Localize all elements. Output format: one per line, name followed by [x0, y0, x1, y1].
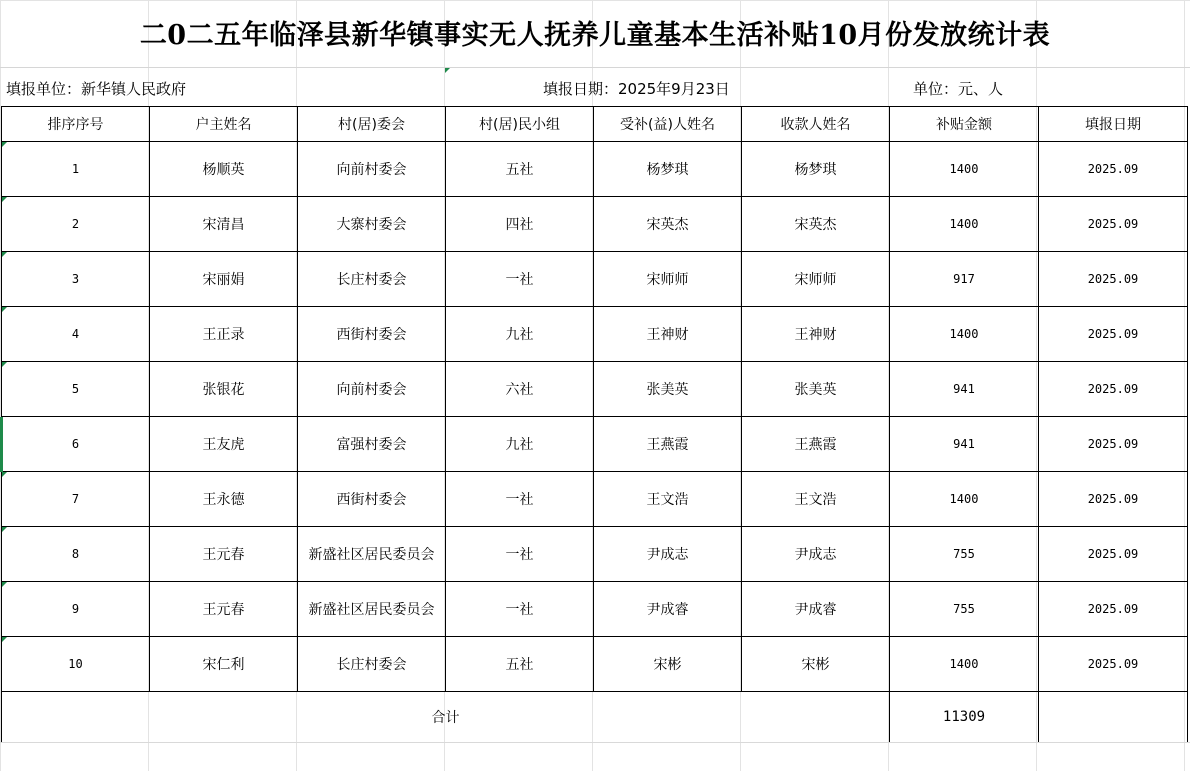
cell-no[interactable]: 7 [2, 472, 150, 527]
header-cell-amount[interactable]: 补贴金额 [890, 107, 1039, 142]
cell-no[interactable]: 8 [2, 527, 150, 582]
cell-group[interactable]: 五社 [446, 142, 594, 197]
total-empty-cell[interactable] [1039, 692, 1188, 743]
cell-date[interactable]: 2025.09 [1039, 472, 1188, 527]
cell-beneficiary[interactable]: 宋师师 [594, 252, 742, 307]
cell-village[interactable]: 富强村委会 [298, 417, 446, 472]
cell-no[interactable]: 10 [2, 637, 150, 692]
cell-marker [2, 307, 7, 312]
cell-marker [2, 637, 7, 642]
cell-no[interactable]: 6 [2, 417, 150, 472]
header-cell-no[interactable]: 排序序号 [2, 107, 150, 142]
cell-amount[interactable]: 917 [890, 252, 1039, 307]
cell-marker [2, 197, 7, 202]
cell-group[interactable]: 五社 [446, 637, 594, 692]
cell-head[interactable]: 王元春 [150, 527, 298, 582]
cell-date[interactable]: 2025.09 [1039, 197, 1188, 252]
cell-amount[interactable]: 1400 [890, 197, 1039, 252]
header-cell-group[interactable]: 村(居)民小组 [446, 107, 594, 142]
cell-group[interactable]: 九社 [446, 417, 594, 472]
cell-head[interactable]: 王友虎 [150, 417, 298, 472]
header-cell-beneficiary[interactable]: 受补(益)人姓名 [594, 107, 742, 142]
empty-sheet-area [0, 742, 1190, 772]
cell-head[interactable]: 王正录 [150, 307, 298, 362]
header-cell-date[interactable]: 填报日期 [1039, 107, 1188, 142]
cell-head[interactable]: 杨顺英 [150, 142, 298, 197]
cell-group[interactable]: 一社 [446, 527, 594, 582]
cell-no[interactable]: 9 [2, 582, 150, 637]
cell-no[interactable]: 3 [2, 252, 150, 307]
cell-marker [2, 527, 7, 532]
cell-village[interactable]: 新盛社区居民委员会 [298, 527, 446, 582]
table-row [2, 472, 1188, 527]
cell-date[interactable]: 2025.09 [1039, 307, 1188, 362]
cell-head[interactable]: 张银花 [150, 362, 298, 417]
header-cell-village[interactable]: 村(居)委会 [298, 107, 446, 142]
cell-group[interactable]: 四社 [446, 197, 594, 252]
cell-payee[interactable]: 杨梦琪 [742, 142, 890, 197]
subsidy-table [1, 106, 1188, 743]
cell-no[interactable]: 5 [2, 362, 150, 417]
table-row [2, 362, 1188, 417]
cell-payee[interactable]: 宋英杰 [742, 197, 890, 252]
cell-head[interactable]: 宋仁利 [150, 637, 298, 692]
cell-group[interactable]: 一社 [446, 252, 594, 307]
total-amount[interactable]: 11309 [890, 692, 1039, 743]
cell-beneficiary[interactable]: 张美英 [594, 362, 742, 417]
cell-date[interactable]: 2025.09 [1039, 637, 1188, 692]
cell-head[interactable]: 王元春 [150, 582, 298, 637]
cell-group[interactable]: 六社 [446, 362, 594, 417]
cell-amount[interactable]: 941 [890, 417, 1039, 472]
cell-beneficiary[interactable]: 王燕霞 [594, 417, 742, 472]
cell-payee[interactable]: 王燕霞 [742, 417, 890, 472]
cell-no[interactable]: 4 [2, 307, 150, 362]
table-row [2, 307, 1188, 362]
cell-payee[interactable]: 王神财 [742, 307, 890, 362]
cell-date[interactable]: 2025.09 [1039, 582, 1188, 637]
cell-head[interactable]: 王永德 [150, 472, 298, 527]
cell-payee[interactable]: 宋师师 [742, 252, 890, 307]
cell-amount[interactable]: 941 [890, 362, 1039, 417]
table-row [2, 582, 1188, 637]
cell-marker [2, 252, 7, 257]
cell-group[interactable]: 九社 [446, 307, 594, 362]
cell-group[interactable]: 一社 [446, 472, 594, 527]
header-cell-payee[interactable]: 收款人姓名 [742, 107, 890, 142]
cell-beneficiary[interactable]: 杨梦琪 [594, 142, 742, 197]
cell-date[interactable]: 2025.09 [1039, 527, 1188, 582]
cell-payee[interactable]: 尹成志 [742, 527, 890, 582]
cell-beneficiary[interactable]: 宋英杰 [594, 197, 742, 252]
cell-village[interactable]: 向前村委会 [298, 142, 446, 197]
cell-marker [2, 362, 7, 367]
selection-edge [0, 417, 3, 472]
cell-payee[interactable]: 尹成睿 [742, 582, 890, 637]
cell-marker [2, 142, 7, 147]
cell-beneficiary[interactable]: 王文浩 [594, 472, 742, 527]
cell-village[interactable]: 西街村委会 [298, 307, 446, 362]
total-label[interactable]: 合计 [2, 692, 890, 743]
cell-beneficiary[interactable]: 尹成睿 [594, 582, 742, 637]
cell-no[interactable]: 1 [2, 142, 150, 197]
cell-amount[interactable]: 1400 [890, 142, 1039, 197]
cell-group[interactable]: 一社 [446, 582, 594, 637]
cell-date[interactable]: 2025.09 [1039, 362, 1188, 417]
header-cell-head[interactable]: 户主姓名 [150, 107, 298, 142]
cell-beneficiary[interactable]: 王神财 [594, 307, 742, 362]
reporting-date[interactable]: 填报日期：2025年9月23日 [543, 80, 730, 98]
cell-village[interactable]: 长庄村委会 [298, 637, 446, 692]
cell-payee[interactable]: 张美英 [742, 362, 890, 417]
cell-payee[interactable]: 王文浩 [742, 472, 890, 527]
table-row [2, 637, 1188, 692]
cell-village[interactable]: 长庄村委会 [298, 252, 446, 307]
cell-amount[interactable]: 1400 [890, 307, 1039, 362]
cell-beneficiary[interactable]: 尹成志 [594, 527, 742, 582]
cell-amount[interactable]: 1400 [890, 472, 1039, 527]
table-row [2, 252, 1188, 307]
sheet-title[interactable]: 二0二五年临泽县新华镇事实无人抚养儿童基本生活补贴10月份发放统计表 [0, 0, 1190, 68]
header-row [2, 107, 1188, 142]
cell-amount[interactable]: 755 [890, 582, 1039, 637]
cell-marker [2, 472, 7, 477]
cell-payee[interactable]: 宋彬 [742, 637, 890, 692]
table-row [2, 197, 1188, 252]
cell-amount[interactable]: 755 [890, 527, 1039, 582]
cell-marker [2, 582, 7, 587]
cell-village[interactable]: 西街村委会 [298, 472, 446, 527]
info-row [0, 68, 1190, 106]
cell-beneficiary[interactable]: 宋彬 [594, 637, 742, 692]
cell-date[interactable]: 2025.09 [1039, 417, 1188, 472]
table-row [2, 527, 1188, 582]
cell-no[interactable]: 2 [2, 197, 150, 252]
reporting-unit[interactable]: 填报单位：新华镇人民政府 [6, 80, 187, 98]
cell-amount[interactable]: 1400 [890, 637, 1039, 692]
cell-village[interactable]: 向前村委会 [298, 362, 446, 417]
table-row [2, 417, 1188, 472]
cell-village[interactable]: 新盛社区居民委员会 [298, 582, 446, 637]
cell-head[interactable]: 宋丽娟 [150, 252, 298, 307]
cell-date[interactable]: 2025.09 [1039, 142, 1188, 197]
cell-date[interactable]: 2025.09 [1039, 252, 1188, 307]
total-row [2, 692, 1188, 743]
cell-head[interactable]: 宋清昌 [150, 197, 298, 252]
cell-village[interactable]: 大寨村委会 [298, 197, 446, 252]
table-row [2, 142, 1188, 197]
measurement-unit[interactable]: 单位：元、人 [913, 80, 1004, 98]
